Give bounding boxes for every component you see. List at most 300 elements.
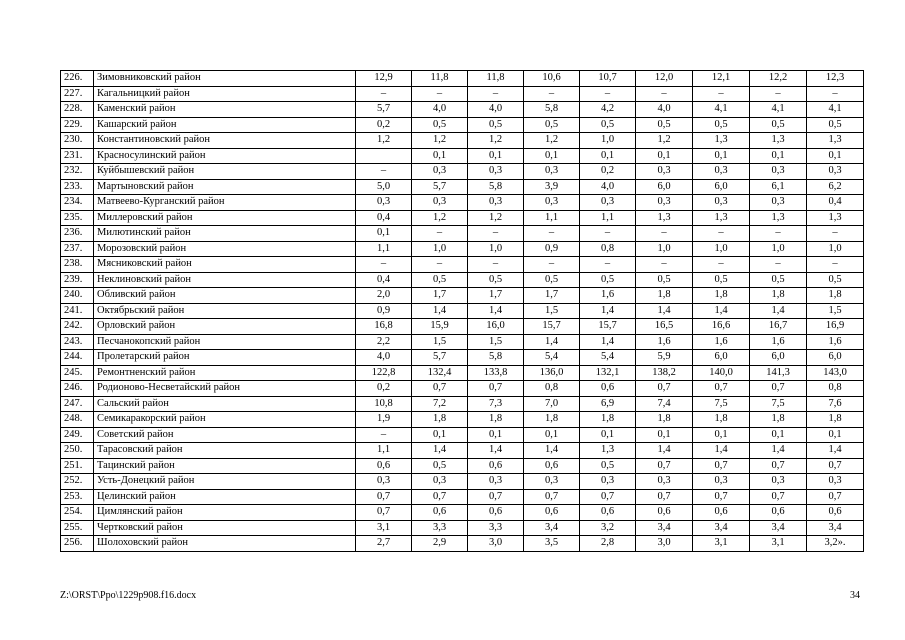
value-cell: – xyxy=(580,86,636,102)
value-cell: 1,1 xyxy=(524,210,580,226)
value-cell: – xyxy=(580,257,636,273)
value-cell: 0,1 xyxy=(636,148,693,164)
value-cell: 1,3 xyxy=(807,133,864,149)
value-cell: 16,9 xyxy=(807,319,864,335)
value-cell: 0,8 xyxy=(807,381,864,397)
value-cell: 1,4 xyxy=(750,303,807,319)
value-cell: 0,7 xyxy=(356,505,412,521)
value-cell: 0,7 xyxy=(524,489,580,505)
district-name: Сальский район xyxy=(94,396,356,412)
value-cell: 0,9 xyxy=(524,241,580,257)
value-cell: – xyxy=(693,257,750,273)
district-name: Каменский район xyxy=(94,102,356,118)
value-cell: 0,2 xyxy=(580,164,636,180)
value-cell: 1,2 xyxy=(356,133,412,149)
value-cell: 0,2 xyxy=(356,117,412,133)
value-cell: 0,4 xyxy=(807,195,864,211)
value-cell: 0,5 xyxy=(412,117,468,133)
value-cell: 140,0 xyxy=(693,365,750,381)
value-cell: 1,4 xyxy=(693,443,750,459)
row-number: 226. xyxy=(61,71,94,87)
district-name: Неклиновский район xyxy=(94,272,356,288)
value-cell: 3,2 xyxy=(580,520,636,536)
value-cell: 132,4 xyxy=(412,365,468,381)
value-cell: 3,1 xyxy=(693,536,750,552)
row-number: 255. xyxy=(61,520,94,536)
value-cell: 141,3 xyxy=(750,365,807,381)
table-row xyxy=(61,272,864,288)
row-number: 256. xyxy=(61,536,94,552)
value-cell: – xyxy=(750,86,807,102)
value-cell: 3,3 xyxy=(468,520,524,536)
value-cell: 7,6 xyxy=(807,396,864,412)
value-cell: 0,5 xyxy=(580,458,636,474)
value-cell: 0,3 xyxy=(356,474,412,490)
value-cell: – xyxy=(524,86,580,102)
value-cell: – xyxy=(750,257,807,273)
district-name: Чертковский район xyxy=(94,520,356,536)
value-cell: 0,1 xyxy=(524,427,580,443)
value-cell: 1,2 xyxy=(524,133,580,149)
value-cell: 5,4 xyxy=(580,350,636,366)
row-number: 228. xyxy=(61,102,94,118)
value-cell: 0,8 xyxy=(524,381,580,397)
value-cell: 1,2 xyxy=(412,133,468,149)
value-cell: 0,5 xyxy=(807,272,864,288)
row-number: 244. xyxy=(61,350,94,366)
value-cell: 0,3 xyxy=(750,164,807,180)
value-cell: 15,7 xyxy=(580,319,636,335)
row-number: 229. xyxy=(61,117,94,133)
row-number: 245. xyxy=(61,365,94,381)
value-cell: 1,5 xyxy=(468,334,524,350)
value-cell: 0,7 xyxy=(356,489,412,505)
value-cell: 0,7 xyxy=(412,489,468,505)
value-cell: 4,0 xyxy=(580,179,636,195)
value-cell: 1,4 xyxy=(636,303,693,319)
value-cell: 1,7 xyxy=(468,288,524,304)
value-cell: – xyxy=(356,427,412,443)
value-cell: 1,0 xyxy=(468,241,524,257)
value-cell: 0,1 xyxy=(468,427,524,443)
table-row xyxy=(61,334,864,350)
table-row xyxy=(61,195,864,211)
district-name: Обливский район xyxy=(94,288,356,304)
row-number: 236. xyxy=(61,226,94,242)
value-cell: 0,6 xyxy=(807,505,864,521)
value-cell: 0,3 xyxy=(750,474,807,490)
value-cell: 3,4 xyxy=(807,520,864,536)
value-cell: – xyxy=(807,86,864,102)
district-name: Красносулинский район xyxy=(94,148,356,164)
table-row xyxy=(61,443,864,459)
value-cell: 132,1 xyxy=(580,365,636,381)
value-cell: 6,0 xyxy=(750,350,807,366)
value-cell: 11,8 xyxy=(412,71,468,87)
table-row xyxy=(61,520,864,536)
value-cell: 0,6 xyxy=(750,505,807,521)
value-cell: 0,4 xyxy=(356,210,412,226)
value-cell: 138,2 xyxy=(636,365,693,381)
value-cell: 1,4 xyxy=(807,443,864,459)
district-name: Целинский район xyxy=(94,489,356,505)
value-cell: 0,3 xyxy=(468,164,524,180)
value-cell: 1,2 xyxy=(468,133,524,149)
row-number: 232. xyxy=(61,164,94,180)
value-cell: 0,6 xyxy=(468,505,524,521)
row-number: 249. xyxy=(61,427,94,443)
value-cell: 10,6 xyxy=(524,71,580,87)
value-cell: 1,3 xyxy=(750,210,807,226)
value-cell: 16,7 xyxy=(750,319,807,335)
value-cell: 1,8 xyxy=(693,412,750,428)
value-cell: 4,0 xyxy=(356,350,412,366)
value-cell: 1,0 xyxy=(412,241,468,257)
value-cell: 1,6 xyxy=(807,334,864,350)
row-number: 242. xyxy=(61,319,94,335)
value-cell: 1,2 xyxy=(412,210,468,226)
value-cell: 5,0 xyxy=(356,179,412,195)
value-cell: 0,3 xyxy=(636,474,693,490)
row-number: 248. xyxy=(61,412,94,428)
value-cell: 1,8 xyxy=(750,288,807,304)
value-cell: 7,2 xyxy=(412,396,468,412)
value-cell: 1,6 xyxy=(580,288,636,304)
row-number: 251. xyxy=(61,458,94,474)
value-cell: 1,0 xyxy=(636,241,693,257)
value-cell: 0,3 xyxy=(807,164,864,180)
value-cell: 0,6 xyxy=(412,505,468,521)
value-cell: 0,1 xyxy=(412,148,468,164)
value-cell: 12,9 xyxy=(356,71,412,87)
district-name: Зимовниковский район xyxy=(94,71,356,87)
value-cell: 1,4 xyxy=(524,334,580,350)
value-cell: – xyxy=(356,86,412,102)
value-cell: 12,0 xyxy=(636,71,693,87)
value-cell: – xyxy=(468,226,524,242)
value-cell: 0,1 xyxy=(636,427,693,443)
value-cell: 0,3 xyxy=(693,195,750,211)
row-number: 238. xyxy=(61,257,94,273)
value-cell: 3,0 xyxy=(636,536,693,552)
table-row xyxy=(61,102,864,118)
value-cell: 1,3 xyxy=(807,210,864,226)
value-cell: 1,1 xyxy=(580,210,636,226)
value-cell: 1,4 xyxy=(524,443,580,459)
table-row xyxy=(61,133,864,149)
value-cell: 3,4 xyxy=(750,520,807,536)
value-cell: 0,5 xyxy=(468,272,524,288)
value-cell: – xyxy=(524,226,580,242)
value-cell: 1,4 xyxy=(693,303,750,319)
value-cell: 6,0 xyxy=(693,350,750,366)
value-cell: 10,8 xyxy=(356,396,412,412)
value-cell: 5,8 xyxy=(468,350,524,366)
value-cell: – xyxy=(636,226,693,242)
value-cell: – xyxy=(468,86,524,102)
value-cell: 6,0 xyxy=(693,179,750,195)
value-cell: 4,0 xyxy=(468,102,524,118)
value-cell: 7,3 xyxy=(468,396,524,412)
value-cell: 1,4 xyxy=(412,443,468,459)
table-row xyxy=(61,412,864,428)
value-cell: 1,8 xyxy=(807,412,864,428)
value-cell: 0,1 xyxy=(356,226,412,242)
value-cell: 0,1 xyxy=(807,148,864,164)
value-cell: 1,7 xyxy=(412,288,468,304)
value-cell: 0,5 xyxy=(636,272,693,288)
value-cell: 1,5 xyxy=(412,334,468,350)
table-row xyxy=(61,257,864,273)
value-cell: 0,1 xyxy=(580,148,636,164)
value-cell: 3,4 xyxy=(693,520,750,536)
value-cell: 0,5 xyxy=(750,272,807,288)
value-cell: 0,3 xyxy=(524,164,580,180)
value-cell: 3,4 xyxy=(524,520,580,536)
row-number: 227. xyxy=(61,86,94,102)
table-row xyxy=(61,350,864,366)
value-cell: 0,3 xyxy=(524,474,580,490)
value-cell: – xyxy=(750,226,807,242)
value-cell: 12,1 xyxy=(693,71,750,87)
value-cell: 0,3 xyxy=(356,195,412,211)
value-cell: 7,4 xyxy=(636,396,693,412)
district-name: Песчанокопский район xyxy=(94,334,356,350)
value-cell: 7,5 xyxy=(693,396,750,412)
table-row xyxy=(61,489,864,505)
value-cell: – xyxy=(412,257,468,273)
value-cell: 0,7 xyxy=(636,489,693,505)
value-cell: 4,1 xyxy=(693,102,750,118)
value-cell: 6,9 xyxy=(580,396,636,412)
table-row xyxy=(61,396,864,412)
value-cell: 7,5 xyxy=(750,396,807,412)
value-cell: 0,5 xyxy=(412,458,468,474)
value-cell: 1,8 xyxy=(750,412,807,428)
table-row xyxy=(61,226,864,242)
value-cell: 136,0 xyxy=(524,365,580,381)
row-number: 254. xyxy=(61,505,94,521)
row-number: 253. xyxy=(61,489,94,505)
value-cell: 133,8 xyxy=(468,365,524,381)
district-name: Миллеровский район xyxy=(94,210,356,226)
value-cell: 1,3 xyxy=(580,443,636,459)
value-cell: 15,9 xyxy=(412,319,468,335)
value-cell: 0,7 xyxy=(468,489,524,505)
table-row xyxy=(61,241,864,257)
value-cell: 0,6 xyxy=(580,381,636,397)
value-cell: 122,8 xyxy=(356,365,412,381)
value-cell: 6,2 xyxy=(807,179,864,195)
district-name: Милютинский район xyxy=(94,226,356,242)
row-number: 233. xyxy=(61,179,94,195)
value-cell: 1,5 xyxy=(524,303,580,319)
value-cell: 0,3 xyxy=(693,474,750,490)
value-cell: 1,6 xyxy=(693,334,750,350)
value-cell: 3,1 xyxy=(356,520,412,536)
table-row xyxy=(61,117,864,133)
value-cell: 0,1 xyxy=(524,148,580,164)
district-name: Кагальницкий район xyxy=(94,86,356,102)
value-cell: 1,1 xyxy=(356,241,412,257)
value-cell: 0,6 xyxy=(356,458,412,474)
district-table xyxy=(60,70,864,552)
value-cell: 0,6 xyxy=(693,505,750,521)
value-cell: 2,0 xyxy=(356,288,412,304)
row-number: 250. xyxy=(61,443,94,459)
value-cell: 4,2 xyxy=(580,102,636,118)
table-row xyxy=(61,474,864,490)
value-cell: 0,7 xyxy=(750,489,807,505)
value-cell: 1,0 xyxy=(580,133,636,149)
value-cell: 0,1 xyxy=(468,148,524,164)
value-cell: 0,3 xyxy=(412,195,468,211)
row-number: 240. xyxy=(61,288,94,304)
district-name: Матвеево-Курганский район xyxy=(94,195,356,211)
value-cell: 0,7 xyxy=(636,381,693,397)
value-cell: 2,8 xyxy=(580,536,636,552)
row-number: 235. xyxy=(61,210,94,226)
value-cell: 1,8 xyxy=(524,412,580,428)
value-cell: 5,8 xyxy=(468,179,524,195)
value-cell: 1,3 xyxy=(636,210,693,226)
value-cell: – xyxy=(580,226,636,242)
value-cell: 5,9 xyxy=(636,350,693,366)
value-cell: 1,8 xyxy=(580,412,636,428)
value-cell: 0,1 xyxy=(580,427,636,443)
row-number: 241. xyxy=(61,303,94,319)
value-cell: 0,3 xyxy=(580,474,636,490)
value-cell: 5,8 xyxy=(524,102,580,118)
value-cell: 0,7 xyxy=(412,381,468,397)
row-number: 247. xyxy=(61,396,94,412)
value-cell: 0,3 xyxy=(750,195,807,211)
value-cell: 3,5 xyxy=(524,536,580,552)
value-cell: 3,1 xyxy=(750,536,807,552)
value-cell: 0,1 xyxy=(807,427,864,443)
value-cell: 0,5 xyxy=(524,117,580,133)
value-cell: – xyxy=(693,86,750,102)
value-cell: 0,8 xyxy=(580,241,636,257)
value-cell: 0,7 xyxy=(468,381,524,397)
value-cell: 0,2 xyxy=(356,381,412,397)
value-cell: – xyxy=(807,257,864,273)
value-cell: 5,4 xyxy=(524,350,580,366)
value-cell: – xyxy=(636,257,693,273)
district-name: Куйбышевский район xyxy=(94,164,356,180)
value-cell: 1,4 xyxy=(580,303,636,319)
value-cell: 1,4 xyxy=(468,303,524,319)
district-name: Усть-Донецкий район xyxy=(94,474,356,490)
table-row xyxy=(61,86,864,102)
table-row xyxy=(61,381,864,397)
value-cell: – xyxy=(356,164,412,180)
value-cell: 3,4 xyxy=(636,520,693,536)
value-cell: 0,5 xyxy=(636,117,693,133)
value-cell: 0,6 xyxy=(468,458,524,474)
value-cell: 1,6 xyxy=(636,334,693,350)
district-name: Константиновский район xyxy=(94,133,356,149)
value-cell: 10,7 xyxy=(580,71,636,87)
value-cell: 1,0 xyxy=(693,241,750,257)
value-cell: 0,3 xyxy=(580,195,636,211)
value-cell: 2,2 xyxy=(356,334,412,350)
table-row xyxy=(61,427,864,443)
value-cell: 7,0 xyxy=(524,396,580,412)
value-cell: 0,3 xyxy=(468,474,524,490)
value-cell: 1,8 xyxy=(636,412,693,428)
table-row xyxy=(61,288,864,304)
value-cell: 11,8 xyxy=(468,71,524,87)
value-cell: 0,7 xyxy=(580,489,636,505)
value-cell: 1,4 xyxy=(580,334,636,350)
value-cell: 0,3 xyxy=(807,474,864,490)
value-cell: 12,2 xyxy=(750,71,807,87)
value-cell: 0,5 xyxy=(580,272,636,288)
value-cell: 0,1 xyxy=(750,148,807,164)
district-name: Орловский район xyxy=(94,319,356,335)
row-number: 246. xyxy=(61,381,94,397)
table-row xyxy=(61,148,864,164)
value-cell: 1,3 xyxy=(693,210,750,226)
value-cell: 1,1 xyxy=(356,443,412,459)
value-cell: 0,7 xyxy=(693,489,750,505)
value-cell: 4,1 xyxy=(750,102,807,118)
district-name: Тарасовский район xyxy=(94,443,356,459)
value-cell: 0,7 xyxy=(750,381,807,397)
value-cell: 16,0 xyxy=(468,319,524,335)
value-cell: 0,3 xyxy=(412,164,468,180)
value-cell: 0,3 xyxy=(412,474,468,490)
table-row xyxy=(61,536,864,552)
value-cell: 6,0 xyxy=(807,350,864,366)
footer-page-number: 34 xyxy=(850,590,860,601)
value-cell: 0,5 xyxy=(807,117,864,133)
value-cell: 0,5 xyxy=(750,117,807,133)
row-number: 237. xyxy=(61,241,94,257)
table-row xyxy=(61,365,864,381)
value-cell: 1,7 xyxy=(524,288,580,304)
value-cell xyxy=(356,148,412,164)
value-cell: 1,8 xyxy=(412,412,468,428)
value-cell: 0,3 xyxy=(636,195,693,211)
value-cell: 15,7 xyxy=(524,319,580,335)
value-cell: 1,6 xyxy=(750,334,807,350)
value-cell: 3,0 xyxy=(468,536,524,552)
value-cell: 16,5 xyxy=(636,319,693,335)
value-cell: 1,4 xyxy=(468,443,524,459)
row-number: 252. xyxy=(61,474,94,490)
value-cell: 0,3 xyxy=(524,195,580,211)
value-cell: 0,3 xyxy=(636,164,693,180)
value-cell: 5,7 xyxy=(412,350,468,366)
value-cell: 0,6 xyxy=(524,458,580,474)
value-cell: 0,4 xyxy=(356,272,412,288)
table-row xyxy=(61,164,864,180)
value-cell: – xyxy=(412,226,468,242)
district-name: Мясниковский район xyxy=(94,257,356,273)
value-cell: 3,2». xyxy=(807,536,864,552)
value-cell: 0,7 xyxy=(750,458,807,474)
value-cell: 1,4 xyxy=(750,443,807,459)
value-cell: 0,1 xyxy=(412,427,468,443)
district-name: Ремонтненский район xyxy=(94,365,356,381)
value-cell: 5,7 xyxy=(412,179,468,195)
value-cell: 0,6 xyxy=(636,505,693,521)
table-row xyxy=(61,303,864,319)
value-cell: 4,0 xyxy=(636,102,693,118)
value-cell: 0,5 xyxy=(468,117,524,133)
